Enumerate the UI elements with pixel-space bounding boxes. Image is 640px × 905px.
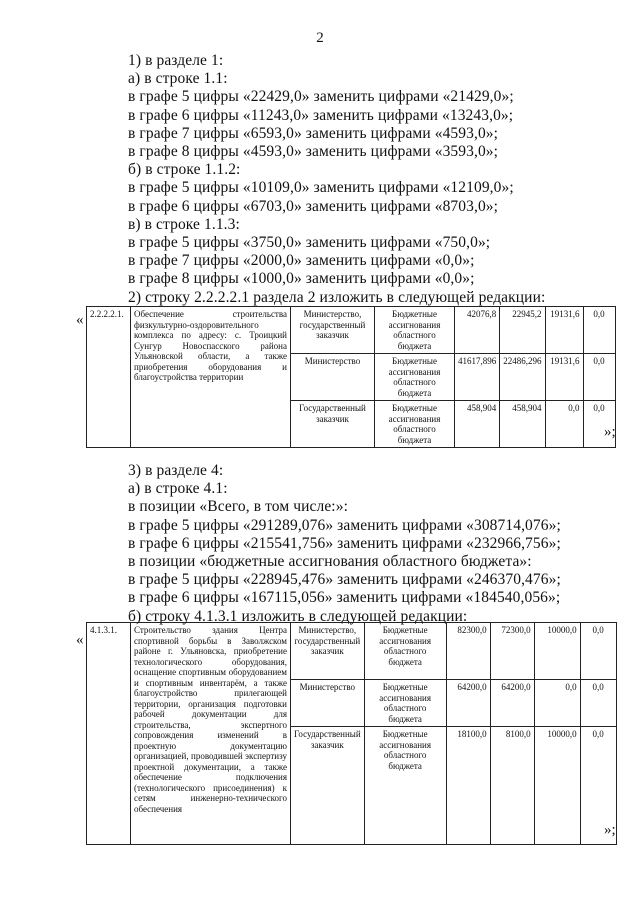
value-cell: 64200,0 [446,680,490,727]
value-cell: 18100,0 [446,727,490,845]
value-cell: 10000,0 [534,727,580,845]
row-description: Строительство здания Центра спортивной борьбы в Заволжском районе г. Ульяновска, приобретение технологического оборудования, оснащение спортивным оборудованием и спортивным инвентарём, а также благоустройство прилегающей территории, организация подготовки рабочей документации для строительства, экспертного сопровождения изменений в проектную документацию организацией, проводившей экспертизу проектной документации, а также обеспечение подключения (технологического присоединения) к сетям инженерно-технического обеспечения [131,623,291,845]
open-quote: « [76,312,84,328]
text-line: а) в строке 1.1: [128,70,228,88]
value-cell: 42076,8 [455,307,500,354]
value-cell: 41617,896 [455,354,500,401]
value-cell: 0,0 [580,680,616,727]
source-cell: Бюджетные ассигнования областного бюджета [375,401,455,448]
source-cell: Бюджетные ассигнования областного бюджета [364,727,446,845]
executor-cell: Министерство, государственный заказчик [291,307,375,354]
value-cell: 458,904 [455,401,500,448]
amendment-block-2 [128,462,561,626]
source-cell: Бюджетные ассигнования областного бюджета [375,354,455,401]
amendment-block-1 [128,52,545,307]
text-line: в графе 7 цифры «6593,0» заменить цифрами «4593,0»; [128,124,499,142]
source-cell: Бюджетные ассигнования областного бюджета [364,623,446,680]
text-line: в позиции «Всего, в том числе:»: [128,498,348,516]
value-cell: 0,0 [545,401,583,448]
value-cell: 0,0 [580,727,616,845]
value-cell: 19131,6 [545,354,583,401]
value-cell: 458,904 [500,401,545,448]
text-line: в позиции «бюджетные ассигнования областного бюджета»: [128,553,532,571]
text-line: в графе 8 цифры «1000,0» заменить цифрами «0,0»; [128,270,475,288]
value-cell: 8100,0 [490,727,534,845]
source-cell: Бюджетные ассигнования областного бюджета [375,307,455,354]
executor-cell: Министерство [291,354,375,401]
value-cell: 64200,0 [490,680,534,727]
text-line: б) в строке 1.1.2: [128,161,241,179]
executor-cell: Государственный заказчик [291,727,365,845]
text-line: в графе 7 цифры «2000,0» заменить цифрами «0,0»; [128,252,475,270]
value-cell: 82300,0 [446,623,490,680]
value-cell: 0,0 [583,307,615,354]
text-line: в графе 6 цифры «167115,056» заменить цифрами «184540,056»; [128,589,561,607]
value-cell: 0,0 [583,354,615,401]
text-line: в графе 5 цифры «291289,076» заменить цифрами «308714,076»; [128,516,561,534]
text-line: 1) в разделе 1: [128,52,224,69]
open-quote: « [76,632,84,648]
text-line: а) в строке 4.1: [128,480,228,498]
executor-cell: Государственный заказчик [291,401,375,448]
row-description: Обеспечение строительства физкультурно-оздоровительного комплекса по адресу: с. Троицкий Сунгур Новоспасского района Ульяновской области, а также приобретения оборудования и благоустройства территории [131,307,291,448]
value-cell: 0,0 [534,680,580,727]
text-line: в графе 8 цифры «4593,0» заменить цифрами «3593,0»; [128,143,499,161]
value-cell: 22486,296 [500,354,545,401]
page-number: 2 [316,30,324,46]
executor-cell: Министерство [291,680,365,727]
value-cell: 22945,2 [500,307,545,354]
text-line: в графе 6 цифры «6703,0» заменить цифрами «8703,0»; [128,197,499,215]
amendment-table-1 [86,306,616,448]
text-line: в) в строке 1.1.3: [128,215,240,233]
executor-cell: Министерство, государственный заказчик [291,623,365,680]
value-cell: 0,0 [580,623,616,680]
text-line: в графе 6 цифры «215541,756» заменить цифрами «232966,756»; [128,534,561,552]
text-line: в графе 5 цифры «10109,0» заменить цифрами «12109,0»; [128,179,514,197]
close-quote: »; [604,822,616,838]
text-line: в графе 5 цифры «22429,0» заменить цифрами «21429,0»; [128,88,514,106]
amendment-table-2 [86,622,617,845]
source-cell: Бюджетные ассигнования областного бюджета [364,680,446,727]
text-line: в графе 5 цифры «3750,0» заменить цифрами «750,0»; [128,234,491,252]
close-quote: »; [604,424,616,440]
row-number: 2.2.2.2.1. [87,307,131,448]
text-line: б) строку 4.1.3.1 изложить в следующей редакции: [128,607,468,625]
value-cell: 72300,0 [490,623,534,680]
value-cell: 19131,6 [545,307,583,354]
text-line: 2) строку 2.2.2.2.1 раздела 2 изложить в следующей редакции: [128,288,546,306]
text-line: 3) в разделе 4: [128,462,224,479]
text-line: в графе 6 цифры «11243,0» заменить цифрами «13243,0»; [128,106,514,124]
value-cell: 10000,0 [534,623,580,680]
row-number: 4.1.3.1. [87,623,131,845]
value-cell: 0,0 [583,401,615,448]
text-line: в графе 5 цифры «228945,476» заменить цифрами «246370,476»; [128,571,561,589]
